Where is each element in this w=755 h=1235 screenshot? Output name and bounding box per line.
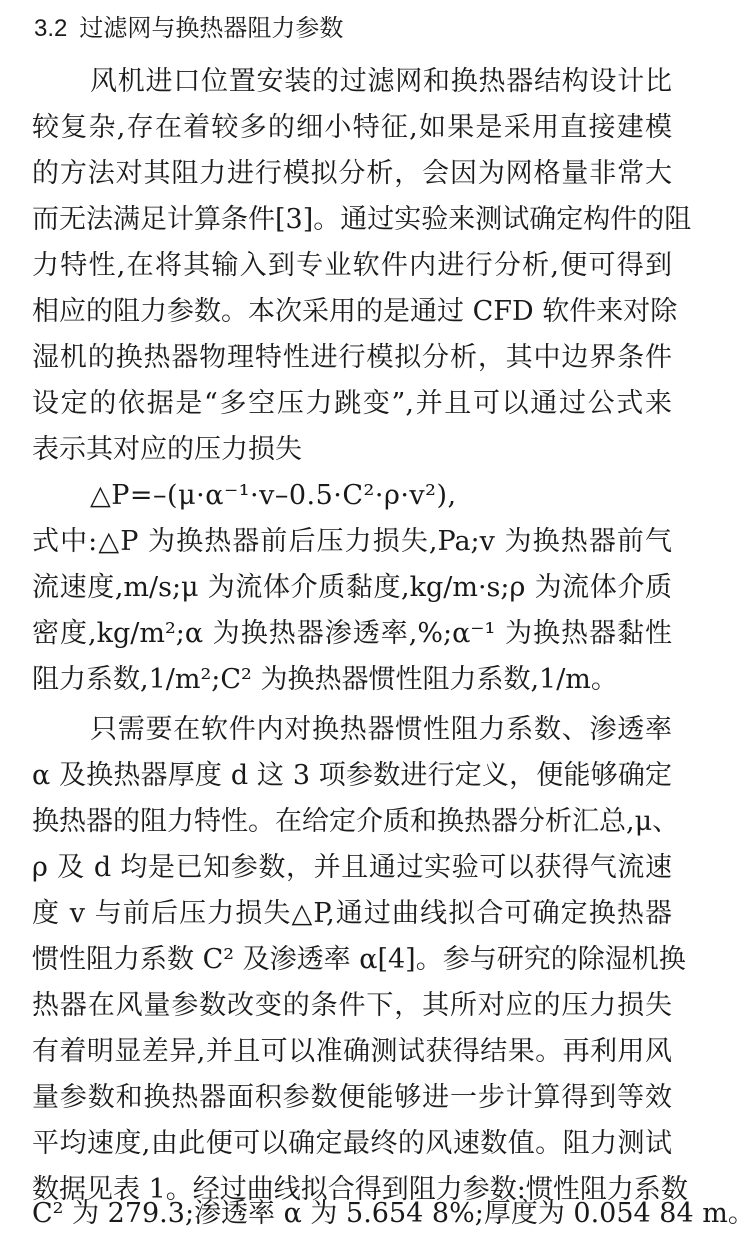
paragraph-line: 数据见表 1。经过曲线拟合得到阻力参数:惯性阻力系数 bbox=[32, 1174, 688, 1205]
paragraph-line: 设定的依据是“多空压力跳变”,并且可以通过公式来 bbox=[32, 388, 672, 419]
paragraph-line: 只需要在软件内对换热器惯性阻力系数、渗透率 bbox=[90, 714, 672, 745]
paragraph-line: 有着明显差异,并且可以准确测试获得结果。再利用风 bbox=[32, 1036, 672, 1067]
paragraph-line: ρ 及 d 均是已知参数，并且通过实验可以获得气流速 bbox=[32, 852, 672, 883]
paragraph-line: 阻力系数,1/m²;C² 为换热器惯性阻力系数,1/m。 bbox=[32, 664, 618, 695]
paragraph-line: 度 v 与前后压力损失△P,通过曲线拟合可确定换热器 bbox=[32, 898, 672, 929]
section-title: 过滤网与换热器阻力参数 bbox=[79, 14, 344, 42]
paragraph-line: C² 为 279.3;渗透率 α 为 5.654 8%;厚度为 0.054 84 m。 bbox=[32, 1198, 755, 1229]
paragraph-line: 平均速度,由此便可以确定最终的风速数值。阻力测试 bbox=[32, 1128, 672, 1159]
paragraph-line: 表示其对应的压力损失 bbox=[32, 434, 302, 465]
formula-line: △P=–(μ·α⁻¹·v–0.5·C²·ρ·v²), bbox=[90, 480, 457, 511]
paragraph-line: 换热器的阻力特性。在给定介质和换热器分析汇总,μ、 bbox=[32, 806, 680, 837]
paragraph-line: 而无法满足计算条件[3]。通过实验来测试确定构件的阻 bbox=[32, 204, 692, 235]
paragraph-line: 较复杂,存在着较多的细小特征,如果是采用直接建模 bbox=[32, 112, 672, 143]
paragraph-line: 湿机的换热器物理特性进行模拟分析，其中边界条件 bbox=[32, 342, 672, 373]
section-number: 3.2 bbox=[34, 15, 68, 42]
paragraph-line: 力特性,在将其输入到专业软件内进行分析,便可得到 bbox=[32, 250, 672, 281]
paragraph-line: 流速度,m/s;μ 为流体介质黏度,kg/m·s;ρ 为流体介质 bbox=[32, 572, 672, 603]
paragraph-line: 相应的阻力参数。本次采用的是通过 CFD 软件来对除 bbox=[32, 296, 678, 327]
paragraph-line: 惯性阻力系数 C² 及渗透率 α[4]。参与研究的除湿机换 bbox=[32, 944, 686, 975]
section-heading bbox=[34, 10, 343, 47]
paragraph-line: 的方法对其阻力进行模拟分析，会因为网格量非常大 bbox=[32, 158, 672, 189]
paragraph-line: α 及换热器厚度 d 这 3 项参数进行定义，便能够确定 bbox=[32, 760, 672, 791]
paragraph-line: 热器在风量参数改变的条件下，其所对应的压力损失 bbox=[32, 990, 672, 1021]
paragraph-line: 密度,kg/m²;α 为换热器渗透率,%;α⁻¹ 为换热器黏性 bbox=[32, 618, 672, 649]
paragraph-line: 风机进口位置安装的过滤网和换热器结构设计比 bbox=[90, 66, 672, 97]
paragraph-line: 量参数和换热器面积参数便能够进一步计算得到等效 bbox=[32, 1082, 672, 1113]
paragraph-line: 式中:△P 为换热器前后压力损失,Pa;v 为换热器前气 bbox=[32, 526, 672, 557]
